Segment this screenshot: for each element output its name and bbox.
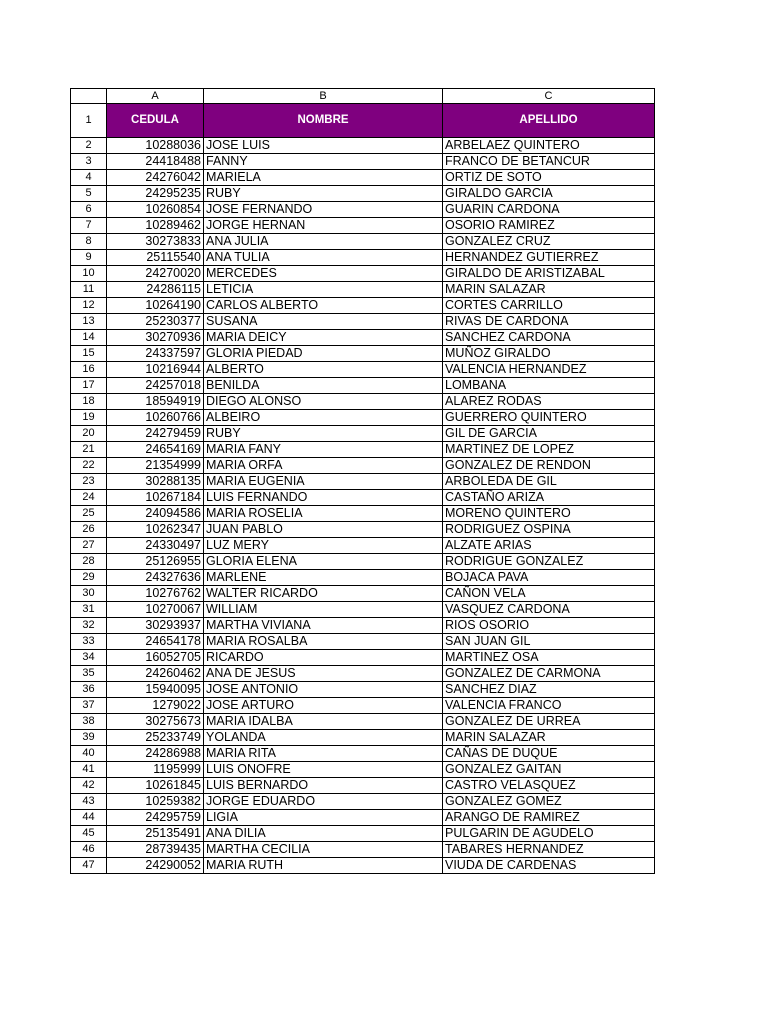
cell-apellido[interactable]: MUÑOZ GIRALDO bbox=[443, 346, 655, 362]
cell-nombre[interactable]: MARTHA CECILIA bbox=[204, 842, 443, 858]
cell-nombre[interactable]: LUIS ONOFRE bbox=[204, 762, 443, 778]
table-row bbox=[71, 746, 655, 762]
cell-cedula[interactable]: 10289462 bbox=[107, 218, 204, 234]
cell-apellido[interactable]: SAN JUAN GIL bbox=[443, 634, 655, 650]
table-row bbox=[71, 346, 655, 362]
cell-nombre[interactable]: ALBERTO bbox=[204, 362, 443, 378]
corner-cell bbox=[71, 89, 107, 104]
column-letter-c: C bbox=[443, 89, 655, 104]
cell-cedula[interactable]: 24654178 bbox=[107, 634, 204, 650]
row-number[interactable]: 19 bbox=[71, 410, 107, 426]
cell-apellido[interactable]: SANCHEZ DIAZ bbox=[443, 682, 655, 698]
cell-nombre[interactable]: ANA JULIA bbox=[204, 234, 443, 250]
table-row bbox=[71, 474, 655, 490]
row-number[interactable]: 24 bbox=[71, 490, 107, 506]
cell-apellido[interactable]: CASTRO VELASQUEZ bbox=[443, 778, 655, 794]
cell-apellido[interactable]: MARTINEZ DE LOPEZ bbox=[443, 442, 655, 458]
row-number[interactable]: 34 bbox=[71, 650, 107, 666]
cell-nombre[interactable]: MARIA ROSALBA bbox=[204, 634, 443, 650]
table-row bbox=[71, 362, 655, 378]
cell-apellido[interactable]: SANCHEZ CARDONA bbox=[443, 330, 655, 346]
cell-cedula[interactable]: 10261845 bbox=[107, 778, 204, 794]
row-number[interactable]: 4 bbox=[71, 170, 107, 186]
cell-apellido[interactable]: VASQUEZ CARDONA bbox=[443, 602, 655, 618]
cell-nombre[interactable]: MARIA ROSELIA bbox=[204, 506, 443, 522]
header-nombre: NOMBRE bbox=[204, 104, 443, 138]
cell-apellido[interactable]: GONZALEZ DE CARMONA bbox=[443, 666, 655, 682]
cell-nombre[interactable]: MARTHA VIVIANA bbox=[204, 618, 443, 634]
cell-cedula[interactable]: 24295759 bbox=[107, 810, 204, 826]
cell-apellido[interactable]: ARBELAEZ QUINTERO bbox=[443, 138, 655, 154]
row-number[interactable]: 13 bbox=[71, 314, 107, 330]
table-row bbox=[71, 442, 655, 458]
cell-cedula[interactable]: 30288135 bbox=[107, 474, 204, 490]
table-row bbox=[71, 666, 655, 682]
table-row bbox=[71, 858, 655, 874]
cell-apellido[interactable]: ALZATE ARIAS bbox=[443, 538, 655, 554]
cell-cedula[interactable]: 25230377 bbox=[107, 314, 204, 330]
cell-cedula[interactable]: 1195999 bbox=[107, 762, 204, 778]
cell-apellido[interactable]: MARIN SALAZAR bbox=[443, 730, 655, 746]
cell-apellido[interactable]: RIVAS DE CARDONA bbox=[443, 314, 655, 330]
cell-cedula[interactable]: 25115540 bbox=[107, 250, 204, 266]
cell-nombre[interactable]: MARIA FANY bbox=[204, 442, 443, 458]
table-row bbox=[71, 794, 655, 810]
cell-cedula[interactable]: 24327636 bbox=[107, 570, 204, 586]
cell-apellido[interactable]: MARIN SALAZAR bbox=[443, 282, 655, 298]
cell-cedula[interactable]: 10270067 bbox=[107, 602, 204, 618]
table-row bbox=[71, 506, 655, 522]
cell-nombre[interactable]: MARIA RUTH bbox=[204, 858, 443, 874]
row-number[interactable]: 43 bbox=[71, 794, 107, 810]
table-row bbox=[71, 538, 655, 554]
row-number[interactable]: 38 bbox=[71, 714, 107, 730]
cell-cedula[interactable]: 24295235 bbox=[107, 186, 204, 202]
table-row bbox=[71, 522, 655, 538]
table-row bbox=[71, 170, 655, 186]
cell-nombre[interactable]: LETICIA bbox=[204, 282, 443, 298]
cell-cedula[interactable]: 30273833 bbox=[107, 234, 204, 250]
table-row bbox=[71, 714, 655, 730]
cell-apellido[interactable]: LOMBANA bbox=[443, 378, 655, 394]
cell-apellido[interactable]: RIOS OSORIO bbox=[443, 618, 655, 634]
cell-cedula[interactable]: 24337597 bbox=[107, 346, 204, 362]
row-number[interactable]: 3 bbox=[71, 154, 107, 170]
cell-cedula[interactable]: 24260462 bbox=[107, 666, 204, 682]
row-number[interactable]: 11 bbox=[71, 282, 107, 298]
cell-nombre[interactable]: GLORIA ELENA bbox=[204, 554, 443, 570]
table-row bbox=[71, 410, 655, 426]
table-row bbox=[71, 490, 655, 506]
cell-cedula[interactable]: 25126955 bbox=[107, 554, 204, 570]
cell-apellido[interactable]: GONZALEZ CRUZ bbox=[443, 234, 655, 250]
cell-cedula[interactable]: 24654169 bbox=[107, 442, 204, 458]
row-number[interactable]: 7 bbox=[71, 218, 107, 234]
cell-apellido[interactable]: GONZALEZ DE URREA bbox=[443, 714, 655, 730]
header-cedula: CEDULA bbox=[107, 104, 204, 138]
table-row bbox=[71, 554, 655, 570]
cell-cedula[interactable]: 24094586 bbox=[107, 506, 204, 522]
row-number[interactable]: 6 bbox=[71, 202, 107, 218]
row-number[interactable]: 22 bbox=[71, 458, 107, 474]
cell-cedula[interactable]: 10264190 bbox=[107, 298, 204, 314]
cell-nombre[interactable]: LUIS BERNARDO bbox=[204, 778, 443, 794]
table-row bbox=[71, 202, 655, 218]
table-row bbox=[71, 138, 655, 154]
cell-nombre[interactable]: JORGE HERNAN bbox=[204, 218, 443, 234]
cell-nombre[interactable]: BENILDA bbox=[204, 378, 443, 394]
cell-cedula[interactable]: 10267184 bbox=[107, 490, 204, 506]
cell-apellido[interactable]: GIL DE GARCIA bbox=[443, 426, 655, 442]
cell-apellido[interactable]: HERNANDEZ GUTIERREZ bbox=[443, 250, 655, 266]
row-number[interactable]: 29 bbox=[71, 570, 107, 586]
table-row bbox=[71, 634, 655, 650]
table-row bbox=[71, 762, 655, 778]
cell-nombre[interactable]: MERCEDES bbox=[204, 266, 443, 282]
column-letter-row bbox=[71, 89, 655, 104]
table-row bbox=[71, 314, 655, 330]
cell-cedula[interactable]: 10259382 bbox=[107, 794, 204, 810]
cell-cedula[interactable]: 30293937 bbox=[107, 618, 204, 634]
cell-cedula[interactable]: 16052705 bbox=[107, 650, 204, 666]
cell-cedula[interactable]: 24257018 bbox=[107, 378, 204, 394]
column-letter-b: B bbox=[204, 89, 443, 104]
cell-apellido[interactable]: GUERRERO QUINTERO bbox=[443, 410, 655, 426]
row-number[interactable]: 41 bbox=[71, 762, 107, 778]
row-number[interactable]: 2 bbox=[71, 138, 107, 154]
cell-cedula[interactable]: 10276762 bbox=[107, 586, 204, 602]
cell-nombre[interactable]: LUIS FERNANDO bbox=[204, 490, 443, 506]
cell-apellido[interactable]: RODRIGUEZ OSPINA bbox=[443, 522, 655, 538]
table-row bbox=[71, 778, 655, 794]
cell-cedula[interactable]: 24290052 bbox=[107, 858, 204, 874]
cell-nombre[interactable]: SUSANA bbox=[204, 314, 443, 330]
cell-cedula[interactable]: 30270936 bbox=[107, 330, 204, 346]
cell-nombre[interactable]: JOSE ARTURO bbox=[204, 698, 443, 714]
cell-nombre[interactable]: JUAN PABLO bbox=[204, 522, 443, 538]
cell-cedula[interactable]: 24270020 bbox=[107, 266, 204, 282]
row-number[interactable]: 46 bbox=[71, 842, 107, 858]
cell-nombre[interactable]: MARIA DEICY bbox=[204, 330, 443, 346]
table-row bbox=[71, 682, 655, 698]
cell-apellido[interactable]: RODRIGUE GONZALEZ bbox=[443, 554, 655, 570]
row-number[interactable]: 45 bbox=[71, 826, 107, 842]
cell-apellido[interactable]: TABARES HERNANDEZ bbox=[443, 842, 655, 858]
row-number[interactable]: 30 bbox=[71, 586, 107, 602]
table-row bbox=[71, 698, 655, 714]
row-number[interactable]: 47 bbox=[71, 858, 107, 874]
row-number[interactable]: 10 bbox=[71, 266, 107, 282]
table-row bbox=[71, 330, 655, 346]
cell-nombre[interactable]: JOSE LUIS bbox=[204, 138, 443, 154]
table-row bbox=[71, 218, 655, 234]
cell-cedula[interactable]: 24276042 bbox=[107, 170, 204, 186]
row-number[interactable]: 26 bbox=[71, 522, 107, 538]
cell-nombre[interactable]: CARLOS ALBERTO bbox=[204, 298, 443, 314]
cell-apellido[interactable]: ALAREZ RODAS bbox=[443, 394, 655, 410]
table-row bbox=[71, 282, 655, 298]
cell-cedula[interactable]: 10260854 bbox=[107, 202, 204, 218]
cell-apellido[interactable]: GUARIN CARDONA bbox=[443, 202, 655, 218]
cell-nombre[interactable]: RUBY bbox=[204, 426, 443, 442]
cell-nombre[interactable]: DIEGO ALONSO bbox=[204, 394, 443, 410]
row-number[interactable]: 16 bbox=[71, 362, 107, 378]
cell-nombre[interactable]: MARIA EUGENIA bbox=[204, 474, 443, 490]
cell-apellido[interactable]: GIRALDO GARCIA bbox=[443, 186, 655, 202]
table-row bbox=[71, 378, 655, 394]
cell-nombre[interactable]: YOLANDA bbox=[204, 730, 443, 746]
cell-nombre[interactable]: JORGE EDUARDO bbox=[204, 794, 443, 810]
cell-apellido[interactable]: MORENO QUINTERO bbox=[443, 506, 655, 522]
cell-apellido[interactable]: OSORIO RAMIREZ bbox=[443, 218, 655, 234]
cell-cedula[interactable]: 24286115 bbox=[107, 282, 204, 298]
cell-nombre[interactable]: ALBEIRO bbox=[204, 410, 443, 426]
cell-apellido[interactable]: ORTIZ DE SOTO bbox=[443, 170, 655, 186]
cell-cedula[interactable]: 25135491 bbox=[107, 826, 204, 842]
cell-nombre[interactable]: RUBY bbox=[204, 186, 443, 202]
cell-nombre[interactable]: MARIA RITA bbox=[204, 746, 443, 762]
cell-apellido[interactable]: VALENCIA HERNANDEZ bbox=[443, 362, 655, 378]
cell-cedula[interactable]: 21354999 bbox=[107, 458, 204, 474]
header-apellido: APELLIDO bbox=[443, 104, 655, 138]
cell-cedula[interactable]: 10288036 bbox=[107, 138, 204, 154]
cell-apellido[interactable]: MARTINEZ OSA bbox=[443, 650, 655, 666]
cell-nombre[interactable]: ANA TULIA bbox=[204, 250, 443, 266]
row-number[interactable]: 42 bbox=[71, 778, 107, 794]
row-number[interactable]: 8 bbox=[71, 234, 107, 250]
row-number[interactable]: 14 bbox=[71, 330, 107, 346]
row-number[interactable]: 21 bbox=[71, 442, 107, 458]
row-number[interactable]: 33 bbox=[71, 634, 107, 650]
cell-apellido[interactable]: BOJACA PAVA bbox=[443, 570, 655, 586]
table-row bbox=[71, 266, 655, 282]
cell-nombre[interactable]: JOSE ANTONIO bbox=[204, 682, 443, 698]
table-row bbox=[71, 250, 655, 266]
cell-apellido[interactable]: GONZALEZ GAITAN bbox=[443, 762, 655, 778]
cell-cedula[interactable]: 28739435 bbox=[107, 842, 204, 858]
table-row bbox=[71, 810, 655, 826]
cell-nombre[interactable]: ANA DE JESUS bbox=[204, 666, 443, 682]
cell-cedula[interactable]: 10216944 bbox=[107, 362, 204, 378]
cell-cedula[interactable]: 25233749 bbox=[107, 730, 204, 746]
cell-cedula[interactable]: 24279459 bbox=[107, 426, 204, 442]
cell-cedula[interactable]: 10260766 bbox=[107, 410, 204, 426]
table-row bbox=[71, 842, 655, 858]
row-number[interactable]: 44 bbox=[71, 810, 107, 826]
cell-nombre[interactable]: JOSE FERNANDO bbox=[204, 202, 443, 218]
table-row bbox=[71, 602, 655, 618]
cell-apellido[interactable]: CAÑON VELA bbox=[443, 586, 655, 602]
cell-cedula[interactable]: 24330497 bbox=[107, 538, 204, 554]
spreadsheet-table bbox=[70, 88, 655, 874]
cell-cedula[interactable]: 10262347 bbox=[107, 522, 204, 538]
cell-nombre[interactable]: ANA DILIA bbox=[204, 826, 443, 842]
row-number[interactable]: 37 bbox=[71, 698, 107, 714]
row-number[interactable]: 27 bbox=[71, 538, 107, 554]
column-letter-a: A bbox=[107, 89, 204, 104]
table-row bbox=[71, 618, 655, 634]
table-row bbox=[71, 186, 655, 202]
cell-apellido[interactable]: CASTAÑO ARIZA bbox=[443, 490, 655, 506]
row-number[interactable]: 18 bbox=[71, 394, 107, 410]
header-row bbox=[71, 104, 655, 138]
row-number[interactable]: 5 bbox=[71, 186, 107, 202]
row-number: 1 bbox=[71, 104, 107, 138]
cell-nombre[interactable]: FANNY bbox=[204, 154, 443, 170]
row-number[interactable]: 40 bbox=[71, 746, 107, 762]
row-number[interactable]: 32 bbox=[71, 618, 107, 634]
cell-nombre[interactable]: WILLIAM bbox=[204, 602, 443, 618]
cell-nombre[interactable]: GLORIA PIEDAD bbox=[204, 346, 443, 362]
table-row bbox=[71, 570, 655, 586]
row-number[interactable]: 35 bbox=[71, 666, 107, 682]
row-number[interactable]: 28 bbox=[71, 554, 107, 570]
row-number[interactable]: 23 bbox=[71, 474, 107, 490]
cell-cedula[interactable]: 1279022 bbox=[107, 698, 204, 714]
cell-nombre[interactable]: MARLENE bbox=[204, 570, 443, 586]
table-row bbox=[71, 394, 655, 410]
cell-nombre[interactable]: MARIA IDALBA bbox=[204, 714, 443, 730]
table-row bbox=[71, 298, 655, 314]
cell-apellido[interactable]: ARBOLEDA DE GIL bbox=[443, 474, 655, 490]
cell-cedula[interactable]: 24286988 bbox=[107, 746, 204, 762]
cell-apellido[interactable]: FRANCO DE BETANCUR bbox=[443, 154, 655, 170]
row-number[interactable]: 9 bbox=[71, 250, 107, 266]
cell-apellido[interactable]: GONZALEZ GOMEZ bbox=[443, 794, 655, 810]
table-row bbox=[71, 826, 655, 842]
row-number[interactable]: 31 bbox=[71, 602, 107, 618]
row-number[interactable]: 12 bbox=[71, 298, 107, 314]
table-row bbox=[71, 458, 655, 474]
table-row bbox=[71, 234, 655, 250]
table-row bbox=[71, 586, 655, 602]
row-number[interactable]: 39 bbox=[71, 730, 107, 746]
table-row bbox=[71, 730, 655, 746]
cell-nombre[interactable]: RICARDO bbox=[204, 650, 443, 666]
cell-apellido[interactable]: VIUDA DE CARDENAS bbox=[443, 858, 655, 874]
cell-nombre[interactable]: LUZ MERY bbox=[204, 538, 443, 554]
cell-apellido[interactable]: GONZALEZ DE RENDON bbox=[443, 458, 655, 474]
cell-apellido[interactable]: ARANGO DE RAMIREZ bbox=[443, 810, 655, 826]
cell-nombre[interactable]: MARIA ORFA bbox=[204, 458, 443, 474]
table-row bbox=[71, 426, 655, 442]
cell-nombre[interactable]: MARIELA bbox=[204, 170, 443, 186]
cell-cedula[interactable]: 18594919 bbox=[107, 394, 204, 410]
cell-nombre[interactable]: WALTER RICARDO bbox=[204, 586, 443, 602]
cell-nombre[interactable]: LIGIA bbox=[204, 810, 443, 826]
cell-apellido[interactable]: VALENCIA FRANCO bbox=[443, 698, 655, 714]
row-number[interactable]: 25 bbox=[71, 506, 107, 522]
table-row bbox=[71, 650, 655, 666]
cell-cedula[interactable]: 30275673 bbox=[107, 714, 204, 730]
row-number[interactable]: 36 bbox=[71, 682, 107, 698]
cell-apellido[interactable]: CAÑAS DE DUQUE bbox=[443, 746, 655, 762]
table-row bbox=[71, 154, 655, 170]
cell-apellido[interactable]: CORTES CARRILLO bbox=[443, 298, 655, 314]
cell-apellido[interactable]: PULGARIN DE AGUDELO bbox=[443, 826, 655, 842]
cell-cedula[interactable]: 24418488 bbox=[107, 154, 204, 170]
row-number[interactable]: 17 bbox=[71, 378, 107, 394]
row-number[interactable]: 15 bbox=[71, 346, 107, 362]
cell-cedula[interactable]: 15940095 bbox=[107, 682, 204, 698]
row-number[interactable]: 20 bbox=[71, 426, 107, 442]
cell-apellido[interactable]: GIRALDO DE ARISTIZABAL bbox=[443, 266, 655, 282]
